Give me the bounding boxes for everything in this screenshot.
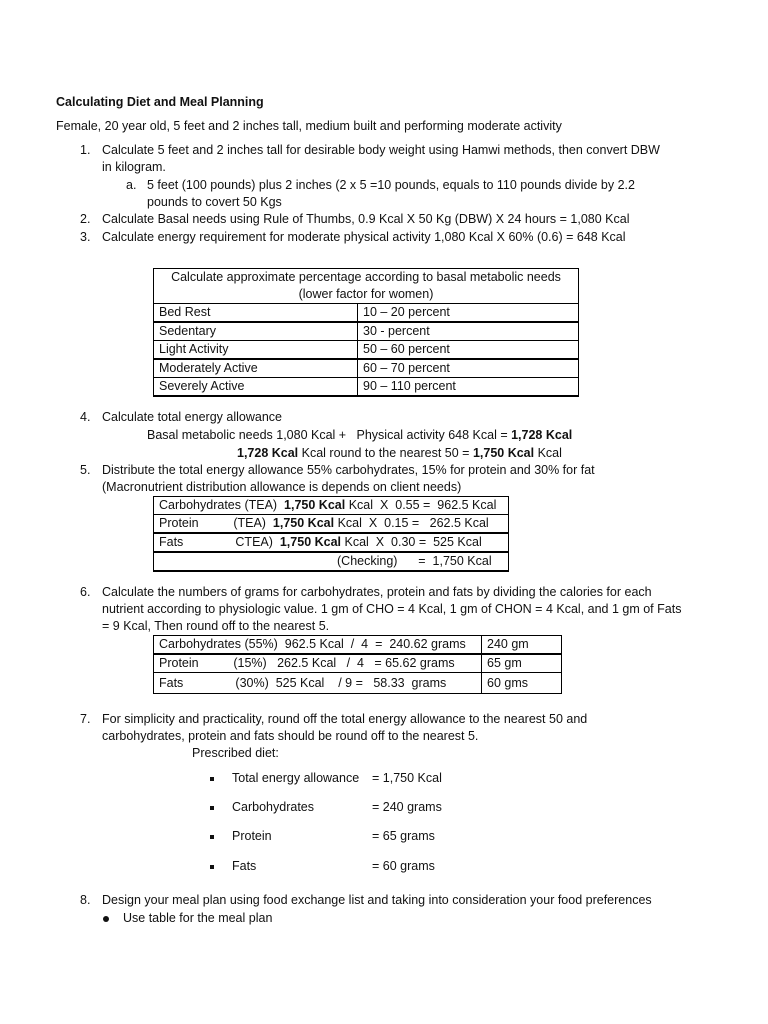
- step-6-line2: nutrient according to physiologic value. 1 gm of CHO = 4 Kcal, 1 gm of CHON = 4 Kcal, and 1 gm of Fats: [102, 602, 682, 616]
- dist-tea: 1,750 Kcal: [272, 516, 335, 530]
- dist-cell: [154, 497, 509, 515]
- dist-label: Carbohydrates (TEA): [159, 498, 285, 512]
- list-item: [210, 798, 214, 816]
- bmr-header-line1: Calculate approximate percentage according to basal metabolic needs: [171, 270, 561, 284]
- step-4-calc-line2: [237, 444, 562, 462]
- step-1-line2: in kilogram.: [102, 160, 166, 174]
- step-6-number: 6.: [80, 585, 91, 599]
- calc2-rounded: 1,750 Kcal: [472, 446, 535, 460]
- grams-calc-cell: [154, 654, 482, 673]
- table-row: [154, 378, 579, 397]
- prescribed-label: Total energy allowance: [232, 771, 360, 785]
- step-6-line3: = 9 Kcal, Then round off to the nearest 5.: [102, 619, 330, 633]
- activity-cell: Sedentary: [154, 322, 358, 341]
- prescribed-label: Carbohydrates: [232, 800, 314, 814]
- step-8-text: Design your meal plan using food exchange list and taking into consideration your food preferences: [102, 893, 652, 907]
- document-title: Calculating Diet and Meal Planning: [56, 95, 264, 109]
- step-7-number: 7.: [80, 712, 91, 726]
- dist-tea: 1,750 Kcal: [279, 535, 342, 549]
- step-7-line2: carbohydrates, protein and fats should be round off to the nearest 5.: [102, 729, 479, 743]
- activity-cell: Light Activity: [154, 341, 358, 360]
- step-2-text: Calculate Basal needs using Rule of Thumbs, 0.9 Kcal X 50 Kg (DBW) X 24 hours = 1,080 Kcal: [102, 212, 630, 226]
- dist-cell: [154, 533, 509, 552]
- dist-tea: 1,750 Kcal: [284, 498, 346, 512]
- prescribed-value: = 240 grams: [372, 800, 442, 814]
- grams-calc: Fats (30%) 525 Kcal / 9 = 58.33 grams: [159, 675, 447, 690]
- calc1-total: 1,728 Kcal: [511, 428, 573, 442]
- calc2-total: 1,728 Kcal: [237, 446, 299, 460]
- list-item: [210, 857, 214, 875]
- table-row: [154, 341, 579, 360]
- bmr-table-header-row: [154, 269, 579, 304]
- square-bullet-icon: [210, 806, 214, 810]
- dist-cell: [154, 515, 509, 534]
- grams-calc: Protein (15%) 262.5 Kcal / 4 = 65.62 grams: [159, 656, 455, 670]
- table-row: [154, 359, 579, 378]
- dist-calc: Kcal X 0.55 = 962.5 Kcal: [345, 498, 497, 512]
- list-item: [210, 769, 214, 787]
- table-row: [154, 304, 579, 323]
- grams-calc-cell: [154, 673, 482, 694]
- prescribed-label: Fats: [232, 859, 257, 873]
- bmr-header-line2: (lower factor for women): [298, 287, 434, 301]
- activity-cell: Moderately Active: [154, 359, 358, 378]
- dist-calc: Kcal X 0.30 = 525 Kcal: [341, 535, 482, 549]
- step-5-line2: (Macronutrient distribution allowance is depends on client needs): [102, 480, 462, 494]
- activity-cell: Severely Active: [154, 378, 358, 397]
- table-row: [154, 673, 562, 694]
- bmr-table: [153, 268, 579, 397]
- step-3-text: Calculate energy requirement for moderate physical activity 1,080 Kcal X 60% (0.6) = 648 Kcal: [102, 230, 626, 244]
- dist-check-cell: [154, 552, 509, 571]
- prescribed-value: = 60 grams: [372, 859, 435, 873]
- step-5-number: 5.: [80, 463, 91, 477]
- table-row: [154, 322, 579, 341]
- step-4-text: Calculate total energy allowance: [102, 410, 282, 424]
- prescribed-value: = 65 grams: [372, 829, 435, 843]
- step-8-bullet: [103, 909, 109, 927]
- table-row: [154, 636, 562, 655]
- percent-cell: 30 - percent: [358, 322, 579, 341]
- calc2-post: Kcal: [534, 446, 562, 460]
- step-1a-letter: a.: [126, 178, 137, 192]
- step-8-number: 8.: [80, 893, 91, 907]
- grams-calc-cell: [154, 636, 482, 655]
- table-row: [154, 515, 509, 534]
- dist-calc: Kcal X 0.15 = 262.5 Kcal: [334, 516, 489, 530]
- calc2-mid: Kcal round to the nearest 50 =: [298, 446, 473, 460]
- bmr-table-header: [154, 269, 579, 304]
- distribution-table: [153, 496, 509, 572]
- percent-cell: 50 – 60 percent: [358, 341, 579, 360]
- table-row: [154, 552, 509, 571]
- activity-cell: Bed Rest: [154, 304, 358, 323]
- step-8-bullet-text: Use table for the meal plan: [123, 911, 273, 925]
- step-6-line1: Calculate the numbers of grams for carbohydrates, protein and fats by dividing the calories for each: [102, 585, 652, 599]
- step-1-number: 1.: [80, 143, 91, 157]
- square-bullet-icon: [210, 835, 214, 839]
- table-row: [154, 497, 509, 515]
- dist-check: (Checking) = 1,750 Kcal: [337, 554, 492, 568]
- square-bullet-icon: [210, 777, 214, 781]
- prescribed-diet-label: Prescribed diet:: [192, 746, 279, 760]
- percent-cell: 10 – 20 percent: [358, 304, 579, 323]
- prescribed-label: Protein: [232, 829, 272, 843]
- intro-text: Female, 20 year old, 5 feet and 2 inches tall, medium built and performing moderate activity: [56, 119, 562, 133]
- step-1-line1: Calculate 5 feet and 2 inches tall for desirable body weight using Hamwi methods, then convert DBW: [102, 143, 660, 157]
- square-bullet-icon: [210, 865, 214, 869]
- step-7-line1: For simplicity and practicality, round off the total energy allowance to the nearest 50 and: [102, 712, 588, 726]
- grams-result-cell: 240 gm: [482, 636, 562, 655]
- prescribed-value: = 1,750 Kcal: [372, 771, 442, 785]
- calc1-text: Basal metabolic needs 1,080 Kcal + Physical activity 648 Kcal =: [147, 428, 512, 442]
- grams-table: [153, 635, 562, 694]
- list-item: [210, 827, 214, 845]
- dot-bullet-icon: [103, 916, 109, 922]
- grams-result-cell: 60 gms: [482, 673, 562, 694]
- table-row: [154, 654, 562, 673]
- dist-label: Fats CTEA): [159, 535, 280, 549]
- step-3-number: 3.: [80, 230, 91, 244]
- step-1a-line2: pounds to covert 50 Kgs: [147, 195, 282, 209]
- percent-cell: 90 – 110 percent: [358, 378, 579, 397]
- table-row: [154, 533, 509, 552]
- dist-label: Protein (TEA): [159, 516, 273, 530]
- percent-cell: 60 – 70 percent: [358, 359, 579, 378]
- step-1a-line1: 5 feet (100 pounds) plus 2 inches (2 x 5 =10 pounds, equals to 110 pounds divide by 2.2: [147, 178, 635, 192]
- grams-result-cell: 65 gm: [482, 654, 562, 673]
- grams-calc: Carbohydrates (55%) 962.5 Kcal / 4 = 240.62 grams: [159, 637, 466, 651]
- step-5-line1: Distribute the total energy allowance 55% carbohydrates, 15% for protein and 30% for fat: [102, 463, 595, 477]
- step-2-number: 2.: [80, 212, 91, 226]
- step-4-number: 4.: [80, 410, 91, 424]
- step-4-calc-line1: [147, 426, 572, 444]
